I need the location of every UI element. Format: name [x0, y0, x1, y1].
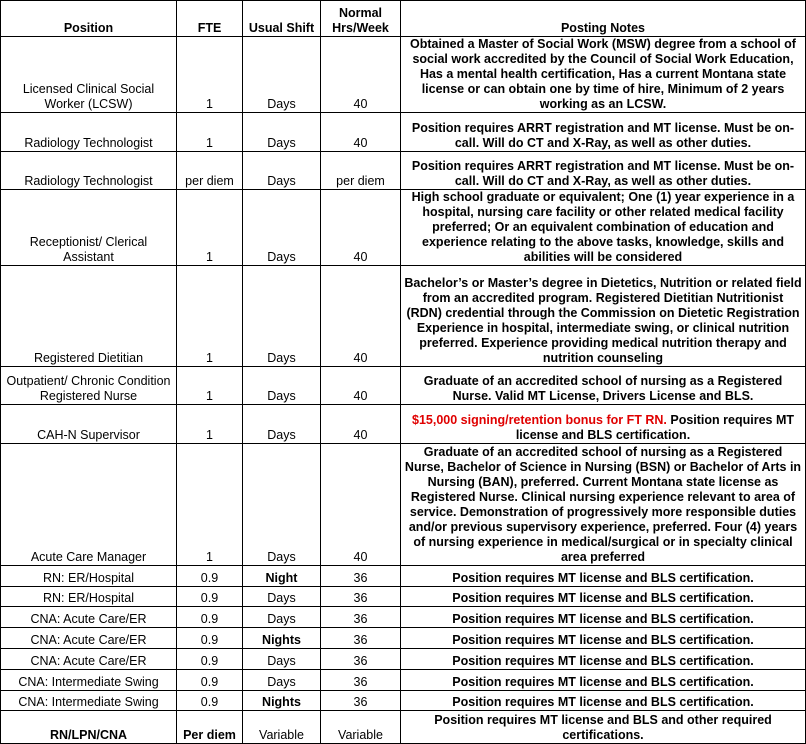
hours-cell: 36	[321, 587, 401, 607]
hours-cell: 40	[321, 190, 401, 266]
position-cell: RN/LPN/CNA	[1, 711, 177, 744]
fte-cell: 1	[177, 266, 243, 367]
position-cell: CNA: Acute Care/ER	[1, 628, 177, 649]
fte-cell: 1	[177, 190, 243, 266]
fte-cell: 0.9	[177, 607, 243, 628]
notes-cell: High school graduate or equivalent; One (1) year experience in a hospital, nursing care facility or other related medical facility preferred; Or an equivalent combination of education and experience relating to the above tasks, knowledge, skills and abilities will be considered	[401, 190, 806, 266]
shift-cell: Days	[243, 367, 321, 405]
hours-cell: 36	[321, 566, 401, 587]
notes-cell: Position requires MT license and BLS certification.	[401, 607, 806, 628]
table-row	[1, 587, 806, 607]
table-row	[1, 444, 806, 566]
position-cell: Licensed Clinical Social Worker (LCSW)	[1, 37, 177, 113]
table-row	[1, 628, 806, 649]
shift-cell: Days	[243, 649, 321, 670]
header-fte: FTE	[177, 1, 243, 37]
shift-cell: Days	[243, 113, 321, 152]
table-row	[1, 670, 806, 691]
notes-cell: Position requires MT license and BLS certification.	[401, 587, 806, 607]
position-cell: CAH-N Supervisor	[1, 405, 177, 444]
header-normal-hrs: Normal Hrs/Week	[321, 1, 401, 37]
hours-cell: 36	[321, 670, 401, 691]
fte-cell: 0.9	[177, 566, 243, 587]
fte-cell: 0.9	[177, 628, 243, 649]
shift-cell: Days	[243, 587, 321, 607]
hours-cell: 40	[321, 444, 401, 566]
notes-cell: Position requires MT license and BLS certification.	[401, 566, 806, 587]
notes-cell: Position requires MT license and BLS and other required certifications.	[401, 711, 806, 744]
position-cell: Radiology Technologist	[1, 152, 177, 190]
position-cell: Acute Care Manager	[1, 444, 177, 566]
table-row	[1, 266, 806, 367]
position-cell: Radiology Technologist	[1, 113, 177, 152]
notes-cell: Position requires MT license and BLS certification.	[401, 691, 806, 711]
fte-cell: 1	[177, 113, 243, 152]
shift-cell: Days	[243, 266, 321, 367]
position-cell: Receptionist/ Clerical Assistant	[1, 190, 177, 266]
table-row	[1, 691, 806, 711]
hours-cell: 40	[321, 367, 401, 405]
fte-cell: per diem	[177, 152, 243, 190]
table-row	[1, 711, 806, 744]
notes-cell: Graduate of an accredited school of nursing as a Registered Nurse. Valid MT License, Drivers License and BLS.	[401, 367, 806, 405]
fte-cell: 0.9	[177, 587, 243, 607]
fte-cell: 1	[177, 405, 243, 444]
fte-cell: 1	[177, 444, 243, 566]
signing-bonus-text: $15,000 signing/retention bonus for FT RN.	[412, 413, 667, 427]
hours-cell: 40	[321, 113, 401, 152]
hours-cell: Variable	[321, 711, 401, 744]
table-row	[1, 367, 806, 405]
notes-cell: Position requires MT license and BLS certification.	[401, 649, 806, 670]
table-row	[1, 405, 806, 444]
notes-cell: Position requires ARRT registration and MT license. Must be on-call. Will do CT and X-Ray, as well as other duties.	[401, 113, 806, 152]
position-cell: RN: ER/Hospital	[1, 566, 177, 587]
notes-cell: Bachelor’s or Master’s degree in Dietetics, Nutrition or related field from an accredited program. Registered Dietitian Nutritionist (RDN) credential through the Commission on Dietetic Registration Experience in hospital, intermediate swing, or clinical nutrition preferred. Experience providing medical nutrition therapy and nutrition counseling	[401, 266, 806, 367]
position-cell: CNA: Acute Care/ER	[1, 649, 177, 670]
hours-cell: 36	[321, 649, 401, 670]
notes-cell	[401, 405, 806, 444]
notes-text: Position requires MT license and BLS certification.	[515, 413, 794, 442]
shift-cell: Days	[243, 607, 321, 628]
header-posting-notes: Posting Notes	[401, 1, 806, 37]
notes-cell: Position requires MT license and BLS certification.	[401, 628, 806, 649]
position-cell: Registered Dietitian	[1, 266, 177, 367]
shift-cell: Days	[243, 444, 321, 566]
position-cell: Outpatient/ Chronic Condition Registered Nurse	[1, 367, 177, 405]
notes-cell: Position requires MT license and BLS certification.	[401, 670, 806, 691]
fte-cell: 0.9	[177, 670, 243, 691]
shift-cell: Days	[243, 152, 321, 190]
hours-cell: 40	[321, 405, 401, 444]
position-cell: CNA: Intermediate Swing	[1, 691, 177, 711]
table-row	[1, 37, 806, 113]
position-cell: RN: ER/Hospital	[1, 587, 177, 607]
table-row	[1, 113, 806, 152]
fte-cell: 0.9	[177, 691, 243, 711]
notes-cell: Position requires ARRT registration and MT license. Must be on-call. Will do CT and X-Ray, as well as other duties.	[401, 152, 806, 190]
table-row	[1, 566, 806, 587]
table-row	[1, 649, 806, 670]
table-row	[1, 190, 806, 266]
header-usual-shift: Usual Shift	[243, 1, 321, 37]
shift-cell: Nights	[243, 628, 321, 649]
header-position: Position	[1, 1, 177, 37]
shift-cell: Days	[243, 405, 321, 444]
table-row	[1, 607, 806, 628]
header-row	[1, 1, 806, 37]
fte-cell: Per diem	[177, 711, 243, 744]
shift-cell: Days	[243, 190, 321, 266]
fte-cell: 1	[177, 367, 243, 405]
position-cell: CNA: Intermediate Swing	[1, 670, 177, 691]
hours-cell: 40	[321, 37, 401, 113]
notes-cell: Graduate of an accredited school of nursing as a Registered Nurse, Bachelor of Science in Nursing (BSN) or Bachelor of Arts in Nursing (BAN), preferred. Current Montana state license as Registered Nurse. Clinical nursing experience relevant to area of service. Demonstration of progressively more responsible duties and/or previous supervisory experience, preferred. Four (4) years of nursing experience in medical/surgical or in specialty clinical area preferred	[401, 444, 806, 566]
fte-cell: 1	[177, 37, 243, 113]
hours-cell: 36	[321, 607, 401, 628]
position-cell: CNA: Acute Care/ER	[1, 607, 177, 628]
fte-cell: 0.9	[177, 649, 243, 670]
table-row	[1, 152, 806, 190]
hours-cell: 36	[321, 628, 401, 649]
hours-cell: 40	[321, 266, 401, 367]
hours-cell: 36	[321, 691, 401, 711]
shift-cell: Days	[243, 670, 321, 691]
shift-cell: Days	[243, 37, 321, 113]
notes-cell: Obtained a Master of Social Work (MSW) degree from a school of social work accredited by the Council of Social Work Education, Has a mental health certification, Has a current Montana state license or can obtain one by time of hire, Minimum of 2 years working as an LCSW.	[401, 37, 806, 113]
shift-cell: Nights	[243, 691, 321, 711]
shift-cell: Night	[243, 566, 321, 587]
shift-cell: Variable	[243, 711, 321, 744]
hours-cell: per diem	[321, 152, 401, 190]
